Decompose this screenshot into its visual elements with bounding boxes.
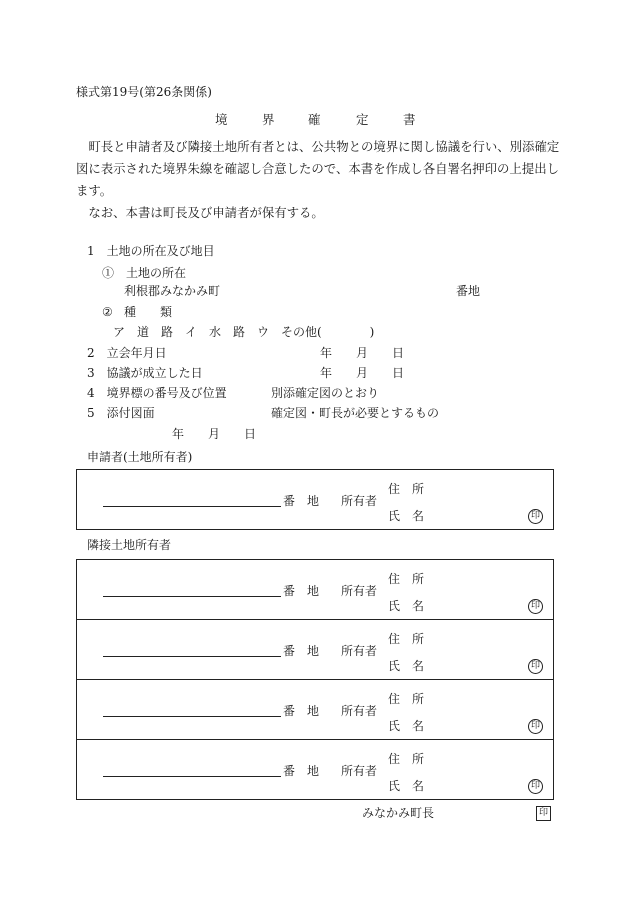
name-label: 氏 名 <box>388 659 425 673</box>
name-label: 氏 名 <box>388 509 425 523</box>
paragraph-line: なお、本書は町長及び申請者が保有する。 <box>76 205 324 220</box>
item-2-date: 年 月 日 <box>320 346 405 360</box>
item-2-heading: 2 立会年月日 <box>87 346 167 360</box>
owner-label: 所有者 <box>341 584 378 598</box>
item-1-sub-2-label: 種 類 <box>124 305 173 319</box>
address-label: 住 所 <box>388 692 425 706</box>
title-char: 確 <box>308 112 321 127</box>
name-label: 氏 名 <box>388 599 425 613</box>
location-banchi: 番地 <box>456 284 481 298</box>
seal-mark: 印 <box>528 599 543 614</box>
mayor-label: みなかみ町長 <box>362 806 435 820</box>
item-4-value: 別添確定図のとおり <box>271 386 380 400</box>
item-1-heading: 1 土地の所在及び地目 <box>87 244 215 258</box>
item-3-heading: 3 協議が成立した日 <box>87 366 203 380</box>
paragraph-line: 町長と申請者及び隣接土地所有者とは、公共物との境界に関し協議を行い、別添確定 <box>76 139 560 154</box>
document-title <box>0 110 630 126</box>
lot-number-line <box>103 775 281 777</box>
item-5-heading: 5 添付図面 <box>87 406 155 420</box>
lot-number-line <box>103 715 281 717</box>
title-char: 境 <box>215 112 228 127</box>
seal-mark: 印 <box>528 719 543 734</box>
seal-mark: 印 <box>528 779 543 794</box>
paragraph-line: 図に表示された境界朱線を確認し合意したので、本書を作成し各自署名押印の上提出し <box>76 161 559 176</box>
banchi-label: 番 地 <box>283 704 320 718</box>
applicant-signature-box <box>76 469 554 530</box>
form-number: 様式第19号(第26条関係) <box>76 85 212 99</box>
item-4-heading: 4 境界標の番号及び位置 <box>87 386 227 400</box>
owner-label: 所有者 <box>341 704 378 718</box>
banchi-label: 番 地 <box>283 764 320 778</box>
banchi-label: 番 地 <box>283 494 320 508</box>
land-type-options: ア 道 路 イ 水 路 ウ その他( ) <box>113 325 375 339</box>
neighbor-signature-box <box>76 739 554 800</box>
item-5-value: 確定図・町長が必要とするもの <box>271 406 440 420</box>
neighbor-signature-box <box>76 619 554 680</box>
owner-label: 所有者 <box>341 764 378 778</box>
address-label: 住 所 <box>388 752 425 766</box>
title-char: 界 <box>262 112 275 127</box>
seal-mark: 印 <box>528 659 543 674</box>
item-1-sub-1: ① 土地の所在 <box>102 266 187 280</box>
item-3-date: 年 月 日 <box>320 366 405 380</box>
neighbor-signature-box <box>76 679 554 740</box>
paragraph-line: ます。 <box>76 183 113 198</box>
lot-number-line <box>103 655 281 657</box>
title-char: 定 <box>356 112 369 127</box>
lot-number-line <box>103 595 281 597</box>
mayor-seal-mark: 印 <box>536 806 551 821</box>
lot-number-line <box>103 505 281 507</box>
item-1-sub-2-number: ② <box>102 305 113 319</box>
applicant-heading: 申請者(土地所有者) <box>87 450 193 464</box>
address-label: 住 所 <box>388 632 425 646</box>
title-char: 書 <box>403 112 416 127</box>
owner-label: 所有者 <box>341 494 378 508</box>
name-label: 氏 名 <box>388 719 425 733</box>
name-label: 氏 名 <box>388 779 425 793</box>
banchi-label: 番 地 <box>283 644 320 658</box>
signing-date: 年 月 日 <box>172 427 257 441</box>
seal-mark: 印 <box>528 509 543 524</box>
neighbors-heading: 隣接土地所有者 <box>87 538 172 552</box>
address-label: 住 所 <box>388 482 425 496</box>
banchi-label: 番 地 <box>283 584 320 598</box>
owner-label: 所有者 <box>341 644 378 658</box>
neighbor-signature-box <box>76 559 554 620</box>
address-label: 住 所 <box>388 572 425 586</box>
location-text: 利根郡みなかみ町 <box>124 284 221 298</box>
